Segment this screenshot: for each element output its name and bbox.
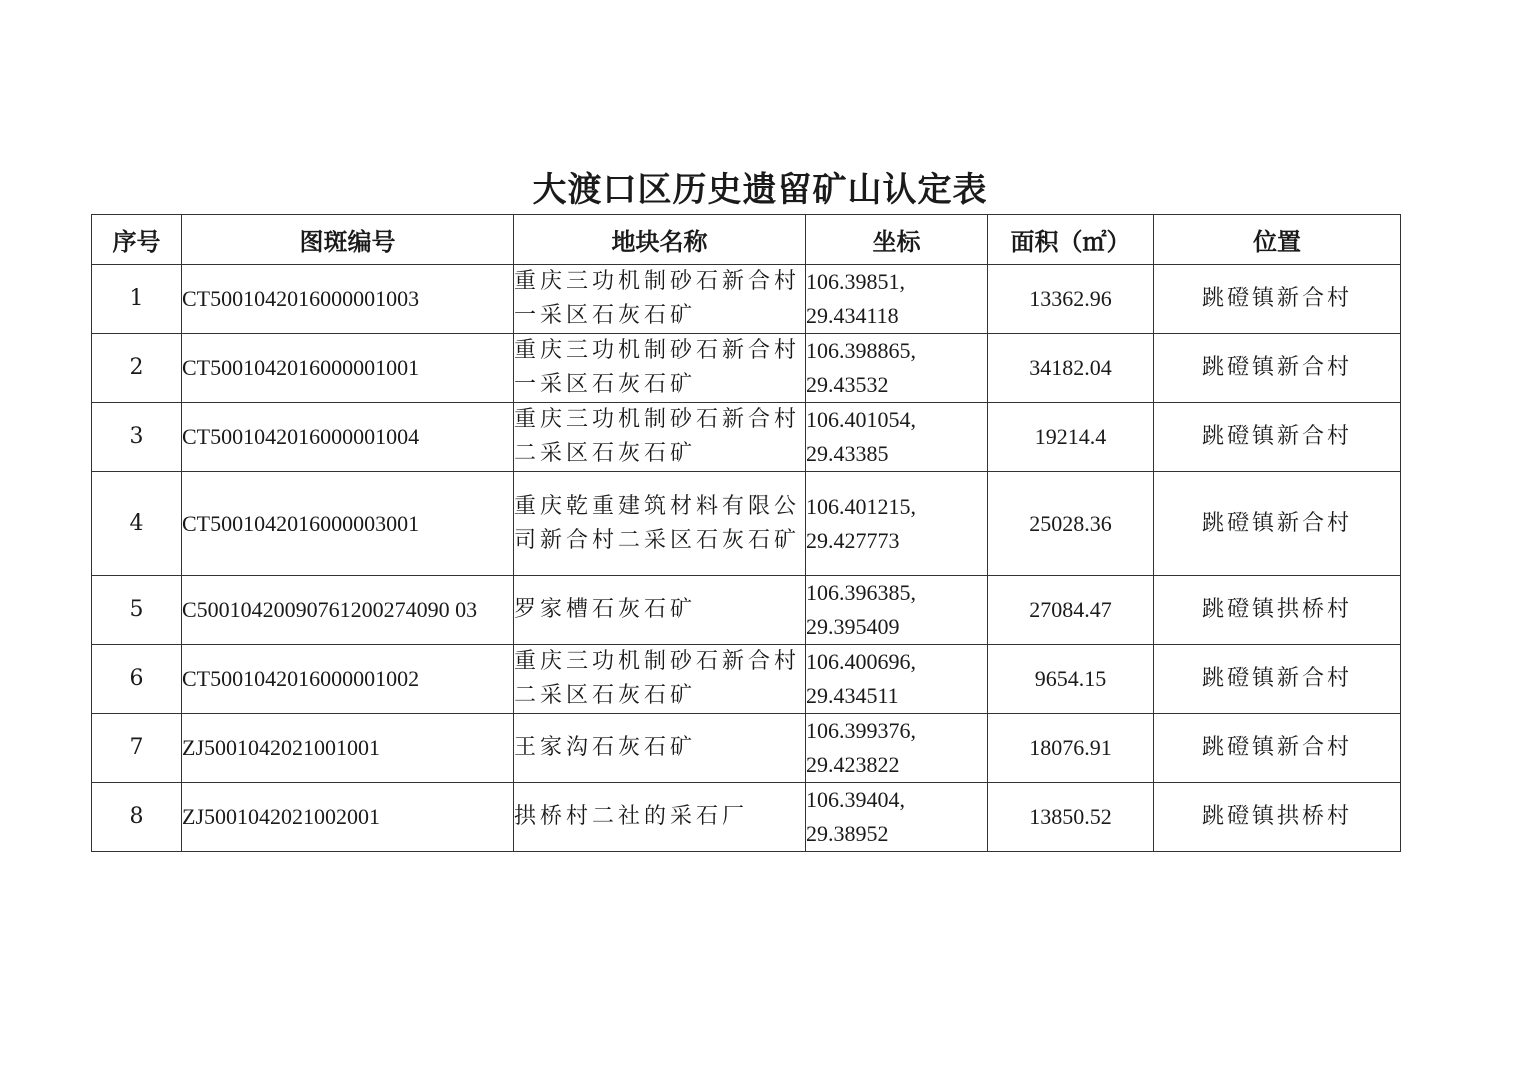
coord-lon: 106.396385, <box>806 580 916 605</box>
row-location: 跳磴镇新合村 <box>1154 472 1401 576</box>
coord-lon: 106.401215, <box>806 493 916 519</box>
row-area: 13850.52 <box>988 783 1154 852</box>
row-location: 跳磴镇新合村 <box>1154 645 1401 714</box>
row-location: 跳磴镇新合村 <box>1154 714 1401 783</box>
row-name: 重庆乾重建筑材料有限公司新合村二采区石灰石矿 <box>514 472 806 576</box>
header-location: 位置 <box>1154 215 1401 265</box>
row-index: 5 <box>92 576 182 645</box>
row-index: 8 <box>92 783 182 852</box>
header-area: 面积（㎡） <box>988 215 1154 265</box>
table-row <box>92 403 1401 472</box>
row-index: 7 <box>92 714 182 783</box>
coord-lat: 29.38952 <box>806 821 889 846</box>
coord-lat: 29.434511 <box>806 683 899 708</box>
table-row <box>92 714 1401 783</box>
row-name: 重庆三功机制砂石新合村一采区石灰石矿 <box>514 334 806 403</box>
row-location: 跳磴镇新合村 <box>1154 334 1401 403</box>
coord-lon: 106.39404, <box>806 787 905 812</box>
table-row <box>92 576 1401 645</box>
row-area: 25028.36 <box>988 472 1154 576</box>
row-location: 跳磴镇新合村 <box>1154 403 1401 472</box>
row-code: CT5001042016000001002 <box>182 645 514 714</box>
row-coordinates <box>806 714 988 783</box>
row-coordinates <box>806 334 988 403</box>
row-code: CT5001042016000003001 <box>182 472 514 576</box>
coord-lon: 106.399376, <box>806 718 916 743</box>
header-coordinates: 坐标 <box>806 215 988 265</box>
row-code: CT5001042016000001001 <box>182 334 514 403</box>
row-location: 跳磴镇拱桥村 <box>1154 783 1401 852</box>
row-coordinates <box>806 645 988 714</box>
row-code: ZJ5001042021002001 <box>182 783 514 852</box>
row-area: 34182.04 <box>988 334 1154 403</box>
mine-table <box>91 214 1401 852</box>
row-area: 13362.96 <box>988 265 1154 334</box>
coord-lat: 29.434118 <box>806 303 899 328</box>
coord-lat: 29.423822 <box>806 752 900 777</box>
row-coordinates <box>806 403 988 472</box>
coord-lon: 106.401054, <box>806 407 916 432</box>
table-row <box>92 783 1401 852</box>
row-coordinates <box>806 783 988 852</box>
coord-lon: 106.398865, <box>806 338 916 363</box>
row-name: 重庆三功机制砂石新合村二采区石灰石矿 <box>514 403 806 472</box>
row-index: 4 <box>92 472 182 576</box>
row-index: 2 <box>92 334 182 403</box>
table-row <box>92 265 1401 334</box>
row-index: 3 <box>92 403 182 472</box>
table-row <box>92 645 1401 714</box>
row-code: CT5001042016000001004 <box>182 403 514 472</box>
header-name: 地块名称 <box>514 215 806 265</box>
row-area: 27084.47 <box>988 576 1154 645</box>
row-code: ZJ5001042021001001 <box>182 714 514 783</box>
document-title: 大渡口区历史遗留矿山认定表 <box>532 170 988 210</box>
coord-lat: 29.43532 <box>806 372 889 397</box>
row-name: 罗家槽石灰石矿 <box>514 576 806 645</box>
row-name: 拱桥村二社的采石厂 <box>514 783 806 852</box>
row-index: 1 <box>92 265 182 334</box>
row-coordinates <box>806 472 988 576</box>
row-name: 重庆三功机制砂石新合村二采区石灰石矿 <box>514 645 806 714</box>
row-name: 王家沟石灰石矿 <box>514 714 806 783</box>
table-row <box>92 334 1401 403</box>
row-area: 18076.91 <box>988 714 1154 783</box>
coord-lat: 29.43385 <box>806 441 889 466</box>
header-index: 序号 <box>92 215 182 265</box>
coord-lon: 106.39851, <box>806 269 905 294</box>
row-area: 19214.4 <box>988 403 1154 472</box>
coord-lat: 29.427773 <box>806 527 900 553</box>
header-code: 图斑编号 <box>182 215 514 265</box>
row-index: 6 <box>92 645 182 714</box>
coord-lon: 106.400696, <box>806 649 916 674</box>
row-location: 跳磴镇新合村 <box>1154 265 1401 334</box>
row-location: 跳磴镇拱桥村 <box>1154 576 1401 645</box>
row-code: C50010420090761200274090 03 <box>182 576 514 645</box>
table-row <box>92 472 1401 576</box>
table-header-row <box>92 215 1401 265</box>
row-code: CT5001042016000001003 <box>182 265 514 334</box>
row-area: 9654.15 <box>988 645 1154 714</box>
row-coordinates <box>806 576 988 645</box>
row-coordinates <box>806 265 988 334</box>
row-name: 重庆三功机制砂石新合村一采区石灰石矿 <box>514 265 806 334</box>
coord-lat: 29.395409 <box>806 614 900 639</box>
